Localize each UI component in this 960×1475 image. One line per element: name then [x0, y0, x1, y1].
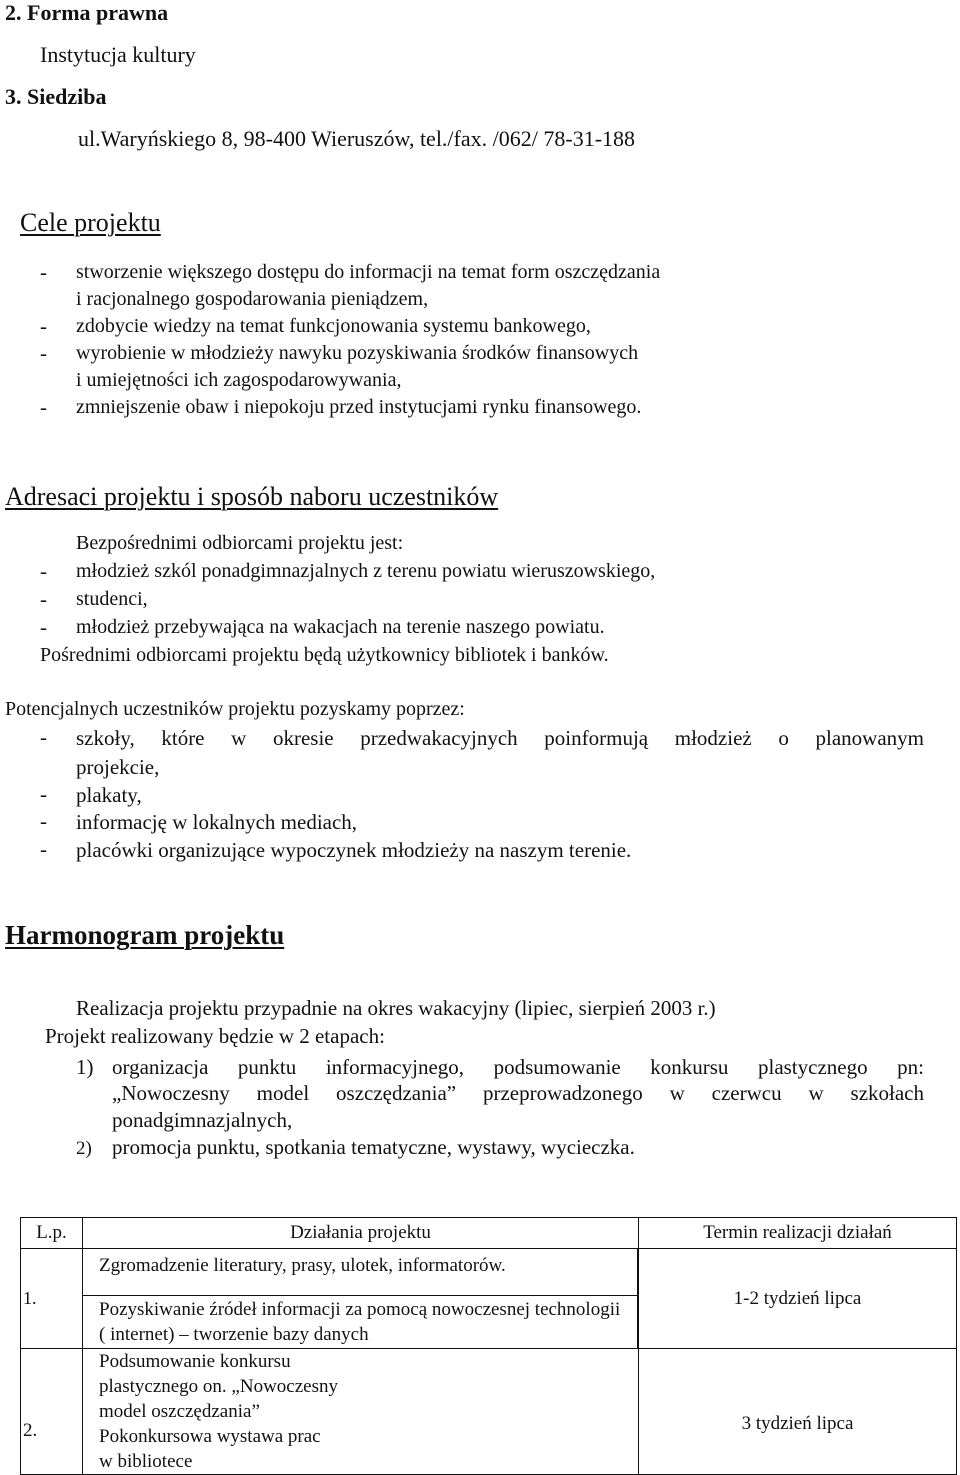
list-dash: -: [40, 341, 47, 365]
row-term: 1-2 tydzień lipca: [639, 1249, 957, 1349]
list-item-line: plakaty,: [76, 783, 142, 807]
header-term: Termin realizacji działań: [639, 1218, 957, 1249]
stage-line-text: organizacja punktu informacyjnego, podsumowanie konkursu plastycznego pn:: [112, 1055, 924, 1079]
list-dash: -: [40, 615, 47, 639]
list-item-line: stworzenie większego dostępu do informacji na temat form oszczędzania: [76, 261, 661, 283]
stage-line-text: „Nowoczesny model oszczędzania” przeprowadzonego w czerwcu w szkołach: [112, 1081, 924, 1105]
stage-number: 1): [76, 1055, 94, 1079]
row-spacer: [638, 1296, 639, 1349]
heading-forma-prawna: 2. Forma prawna: [5, 0, 169, 25]
header-lp: L.p.: [21, 1218, 83, 1249]
list-dash: -: [40, 395, 47, 419]
list-item-line: informację w lokalnych mediach,: [76, 810, 358, 834]
siedziba-address: ul.Waryńskiego 8, 98-400 Wieruszów, tel./fax. /062/ 78-31-188: [78, 126, 636, 151]
actions-table: [20, 1217, 957, 1475]
stage-line: [112, 1081, 924, 1106]
row-action: Podsumowanie konkursu plastycznego on. „Nowoczesny model oszczędzania”: [99, 1351, 339, 1422]
list-item-line: i umiejętności ich zagospodarowywania,: [76, 369, 402, 391]
stage-line: [112, 1055, 924, 1080]
row-lp: 1.: [21, 1249, 83, 1349]
list-item-line: i racjonalnego gospodarowania pieniądzem,: [76, 288, 429, 310]
list-item: studenci,: [76, 588, 148, 610]
list-dash: -: [40, 260, 47, 284]
section-title-harmonogram: Harmonogram projektu: [5, 920, 285, 950]
stage-line: promocja punktu, spotkania tematyczne, wystawy, wycieczka.: [112, 1135, 635, 1159]
list-item-line: [76, 726, 924, 751]
list-item: młodzież przebywająca na wakacjach na terenie naszego powiatu.: [76, 616, 605, 638]
list-dash: -: [40, 725, 47, 749]
stages-intro: Projekt realizowany będzie w 2 etapach:: [45, 1024, 385, 1048]
harmonogram-period: Realizacja projektu przypadnie na okres wakacyjny (lipiec, sierpień 2003 r.): [76, 996, 716, 1020]
list-item: młodzież szkól ponadgimnazjalnych z terenu powiatu wieruszowskiego,: [76, 560, 656, 582]
section-title-adresaci: Adresaci projektu i sposób naboru uczestników: [5, 482, 499, 511]
list-dash: -: [40, 314, 47, 338]
row-action: Pokonkursowa wystawa prac w bibliotece: [99, 1426, 321, 1472]
list-dash: -: [40, 809, 47, 833]
table-header-row: [21, 1218, 957, 1249]
row-lp: 2.: [21, 1349, 83, 1475]
list-dash: -: [40, 559, 47, 583]
list-item-text: szkoły, które w okresie przedwakacyjnych poinformują młodzież o planowanym: [76, 726, 924, 750]
header-actions: Działania projektu: [83, 1218, 639, 1249]
heading-siedziba: 3. Siedziba: [5, 84, 107, 109]
forma-prawna-value: Instytucja kultury: [40, 42, 196, 67]
stage-number: 2): [76, 1138, 92, 1159]
adresaci-intro: Bezpośrednimi odbiorcami projektu jest:: [76, 532, 404, 554]
stage-line: ponadgimnazjalnych,: [112, 1108, 293, 1132]
list-item-line: wyrobienie w młodzieży nawyku pozyskiwania środków finansowych: [76, 342, 639, 364]
list-dash: -: [40, 587, 47, 611]
list-item-line: zmniejszenie obaw i niepokoju przed instytucjami rynku finansowego.: [76, 396, 642, 418]
row-action: Zgromadzenie literatury, prasy, ulotek, informatorów.: [83, 1249, 638, 1296]
row-action: Pozyskiwanie źródeł informacji za pomocą nowoczesnej technologii ( internet) – tworzenie bazy danych: [83, 1296, 638, 1349]
row-action-group: [83, 1349, 639, 1475]
list-dash: -: [40, 837, 47, 861]
indirect-recipients: Pośrednimi odbiorcami projektu będą użytkownicy bibliotek i banków.: [40, 644, 609, 666]
row-term: 3 tydzień lipca: [639, 1349, 957, 1475]
list-item-line: placówki organizujące wypoczynek młodzieży na naszym terenie.: [76, 838, 632, 862]
section-title-cele: Cele projektu: [20, 208, 161, 237]
list-item-line: zdobycie wiedzy na temat funkcjonowania systemu bankowego,: [76, 315, 591, 337]
list-dash: -: [40, 782, 47, 806]
list-item-line: projekcie,: [76, 755, 160, 779]
recruit-intro: Potencjalnych uczestników projektu pozyskamy poprzez:: [5, 698, 465, 720]
table-row: [21, 1349, 957, 1475]
table-row: [21, 1249, 957, 1296]
